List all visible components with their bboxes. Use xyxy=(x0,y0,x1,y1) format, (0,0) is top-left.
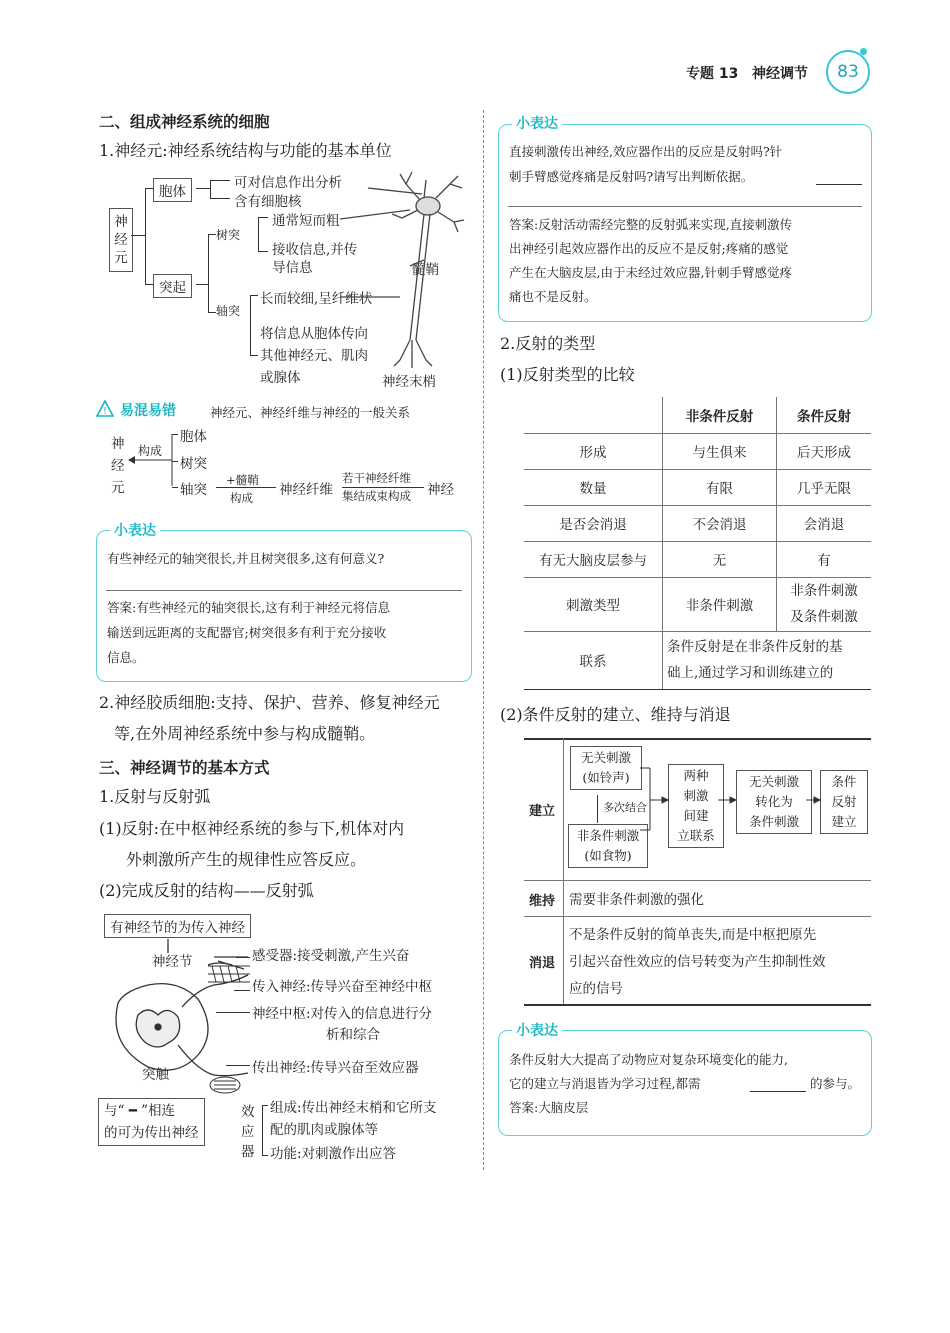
rel-b: 树突 xyxy=(180,456,207,472)
rel-verb2: 构成 xyxy=(230,491,253,505)
reflex-compare-table xyxy=(524,397,871,690)
table-cell: 有无大脑皮层参与 xyxy=(524,541,663,577)
flow-node-text: 立联系 xyxy=(677,828,715,843)
effector-func: 功能:对刺激作出应答 xyxy=(270,1146,397,1162)
mix-label: 多次结合 xyxy=(603,801,647,814)
table-row xyxy=(524,433,871,469)
flow-node-text: 条件 xyxy=(831,774,857,789)
table-row xyxy=(524,577,871,631)
cell-line: 非条件刺激 xyxy=(790,583,858,599)
build-label: 建立 xyxy=(529,804,556,819)
efferent-label: 传出神经:传导兴奋至效应器 xyxy=(252,1060,419,1076)
rel-fiber: 神经纤维 xyxy=(279,482,333,498)
flow-node-text: 间建 xyxy=(683,808,709,823)
fade-text xyxy=(569,922,826,1003)
flow-node-1 xyxy=(570,746,642,790)
dendrite-label: 树突 xyxy=(216,228,241,242)
receptor-icon xyxy=(206,962,252,986)
flow-node-text: 无关刺激 xyxy=(580,750,631,765)
ganglion-label: 神经节 xyxy=(152,954,193,970)
arc-note-2b: 的可为传出神经 xyxy=(104,1125,199,1141)
fade-line: 不是条件反射的简单丧失,而是中枢把原先 xyxy=(569,927,817,943)
table-row xyxy=(524,469,871,505)
table-cell xyxy=(663,631,872,689)
rel-plus: +髓鞘 xyxy=(226,473,259,487)
sheath-label: 髓鞘 xyxy=(412,262,439,278)
table-cell: 无 xyxy=(663,541,777,577)
column-divider xyxy=(483,110,484,1170)
table-cell: 有 xyxy=(777,541,872,577)
mini-box-3-q1: 条件反射大大提高了动物应对复杂环境变化的能力, xyxy=(509,1052,788,1067)
paragraph: 等,在外周神经系统中参与构成髓鞘。 xyxy=(114,724,376,743)
dendrite-note-2b: 导信息 xyxy=(272,260,313,276)
process-box: 突起 xyxy=(153,274,192,298)
afferent-label: 传入神经:传导兴奋至神经中枢 xyxy=(252,979,433,995)
table-cell: 形成 xyxy=(524,433,663,469)
arc-note-1: 有神经节的为传入神经 xyxy=(104,914,251,938)
warning-title: 易混易错 xyxy=(120,403,176,419)
table-cell: 会消退 xyxy=(777,505,872,541)
synapse-label: 突触 xyxy=(142,1067,169,1083)
fade-line: 引起兴奋性效应的信号转变为产生抑制性效 xyxy=(569,954,826,970)
spinal-cord-illustration xyxy=(98,935,258,1095)
page-dot-icon xyxy=(860,48,867,55)
cell-line: 及条件刺激 xyxy=(790,609,858,625)
soma-note-2: 含有细胞核 xyxy=(234,194,302,210)
terminal-label: 神经末梢 xyxy=(382,374,436,390)
table-row xyxy=(524,631,871,689)
section-heading: 三、神经调节的基本方式 xyxy=(99,759,270,777)
flow-node-text: 反射 xyxy=(831,794,857,809)
fade-label: 消退 xyxy=(529,956,556,971)
table-cell: 是否会消退 xyxy=(524,505,663,541)
axon-note-2c: 或腺体 xyxy=(260,370,301,386)
mini-box-1-title: 小表达 xyxy=(110,520,160,540)
header-topic: 专题 13 xyxy=(686,66,739,82)
section-heading: 二、组成神经系统的细胞 xyxy=(99,113,270,131)
flow-arrows xyxy=(640,760,860,840)
mini-box-2-q1: 直接刺激传出神经,效应器作出的反应是反射吗?针 xyxy=(509,144,783,159)
table-header: 非条件反射 xyxy=(663,397,777,433)
table-cell: 刺激类型 xyxy=(524,577,663,631)
muscle-icon xyxy=(208,1075,242,1095)
soma-note-1: 可对信息作出分析 xyxy=(234,175,342,191)
paragraph: 外刺激所产生的规律性应答反应。 xyxy=(126,850,367,869)
paragraph: 1.反射与反射弧 xyxy=(99,787,211,806)
mini-box-2-q2: 刺手臂感觉疼痛是反射吗?请写出判断依据。 xyxy=(509,169,754,184)
mini-box-2-a3: 产生在大脑皮层,由于未经过效应器,针刺手臂感觉疼 xyxy=(509,265,792,280)
cell-line: 条件反射是在非条件反射的基 xyxy=(667,639,843,655)
table-cell: 有限 xyxy=(663,469,777,505)
rel-c: 轴突 xyxy=(180,482,207,498)
mini-box-3-q2a: 它的建立与消退皆为学习过程,都需 xyxy=(509,1076,701,1091)
axon-note-2a: 将信息从胞体传向 xyxy=(260,326,368,342)
paragraph: (2)完成反射的结构——反射弧 xyxy=(99,881,314,900)
flow-node-text: 建立 xyxy=(831,814,857,829)
table-header-row xyxy=(524,397,871,433)
rel-a: 胞体 xyxy=(180,429,207,445)
center-label-1: 神经中枢:对传入的信息进行分 xyxy=(252,1006,433,1022)
effector-label: 效应器 xyxy=(241,1104,255,1160)
table-cell: 联系 xyxy=(524,631,663,689)
table-cell: 与生俱来 xyxy=(663,433,777,469)
warning-icon xyxy=(96,400,114,418)
flow-node-text: 转化为 xyxy=(755,794,793,809)
svg-text:!: ! xyxy=(102,406,108,417)
flow-node-text: 刺激 xyxy=(683,788,709,803)
paragraph: (2)条件反射的建立、维持与消退 xyxy=(500,705,731,724)
mini-box-2-a1: 答案:反射活动需经完整的反射弧来实现,直接刺激传 xyxy=(509,217,793,232)
fade-line: 应的信号 xyxy=(569,981,623,997)
table-row xyxy=(524,505,871,541)
mini-box-1-answer-2: 输送到远距离的支配器官;树突很多有利于充分接收 xyxy=(107,625,387,640)
page-number: 83 xyxy=(826,50,870,94)
mini-box-1-answer-3: 信息。 xyxy=(107,650,145,665)
mini-box-3-q2b: 的参与。 xyxy=(810,1076,861,1091)
dendrite-note-1: 通常短而粗 xyxy=(272,213,340,229)
axon-label: 轴突 xyxy=(216,304,241,318)
table-header: 条件反射 xyxy=(777,397,872,433)
rel-nerve: 神经 xyxy=(427,482,454,498)
mini-box-1-answer-1: 答案:有些神经元的轴突很长,这有利于神经元将信息 xyxy=(107,600,391,615)
paragraph: 2.神经胶质细胞:支持、保护、营养、修复神经元 xyxy=(99,693,440,712)
table-row xyxy=(524,541,871,577)
flow-node-text: 无关刺激 xyxy=(748,774,799,789)
dendrite-note-2a: 接收信息,并传 xyxy=(272,242,358,258)
paragraph: 2.反射的类型 xyxy=(500,334,596,353)
paragraph: 1.神经元:神经系统结构与功能的基本单位 xyxy=(99,141,392,160)
rel-root: 神经元 xyxy=(111,436,125,496)
soma-box: 胞体 xyxy=(153,178,192,202)
keep-text: 需要非条件刺激的强化 xyxy=(569,892,704,908)
axon-note-1: 长而较细,呈纤维状 xyxy=(260,291,373,307)
warning-text: 神经元、神经纤维与神经的一般关系 xyxy=(210,405,411,420)
table-cell: 后天形成 xyxy=(777,433,872,469)
mini-box-2-title: 小表达 xyxy=(512,113,562,133)
rel-verb: 构成 xyxy=(138,444,163,458)
flow-node-2 xyxy=(568,824,648,868)
flow-node-text: (如食物) xyxy=(584,848,632,863)
arc-note-2a: 与“ ━ ”相连 xyxy=(104,1103,176,1119)
arc-note-2 xyxy=(98,1098,205,1146)
flow-node-text: 两种 xyxy=(683,768,709,783)
table-cell xyxy=(777,577,872,631)
keep-label: 维持 xyxy=(529,894,556,909)
flow-node-text: (如铃声) xyxy=(582,770,630,785)
table-cell: 数量 xyxy=(524,469,663,505)
table-cell: 几乎无限 xyxy=(777,469,872,505)
receptor-label: 感受器:接受刺激,产生兴奋 xyxy=(252,948,410,964)
mini-box-3-title: 小表达 xyxy=(512,1020,562,1040)
mini-box-3-answer: 答案:大脑皮层 xyxy=(509,1100,589,1115)
effector-comp-2: 配的肌肉或腺体等 xyxy=(270,1122,378,1138)
rel-many2: 集结成束构成 xyxy=(342,489,411,503)
header-title: 神经调节 xyxy=(752,66,808,82)
table-cell: 非条件刺激 xyxy=(663,577,777,631)
cell-line: 础上,通过学习和训练建立的 xyxy=(667,665,834,681)
table-cell: 不会消退 xyxy=(663,505,777,541)
table-header xyxy=(524,397,663,433)
mini-box-2-a4: 痛也不是反射。 xyxy=(509,289,597,304)
mini-box-1-question: 有些神经元的轴突很长,并且树突很多,这有何意义? xyxy=(107,551,385,566)
rel-many1: 若干神经纤维 xyxy=(342,471,411,485)
effector-comp-1: 组成:传出神经末梢和它所支 xyxy=(270,1100,437,1116)
neuron-illustration xyxy=(340,170,470,375)
flow-node-text: 条件刺激 xyxy=(748,814,799,829)
flow-node-text: 非条件刺激 xyxy=(576,828,640,843)
rel-arrow xyxy=(128,428,174,492)
center-label-2: 析和综合 xyxy=(326,1027,380,1043)
paragraph: (1)反射类型的比较 xyxy=(500,365,635,384)
neuron-root: 神经元 xyxy=(109,208,133,272)
mini-box-2-a2: 出神经引起效应器作出的反应不是反射;疼痛的感觉 xyxy=(509,241,789,256)
paragraph: (1)反射:在中枢神经系统的参与下,机体对内 xyxy=(99,819,405,838)
axon-note-2b: 其他神经元、肌肉 xyxy=(260,348,368,364)
